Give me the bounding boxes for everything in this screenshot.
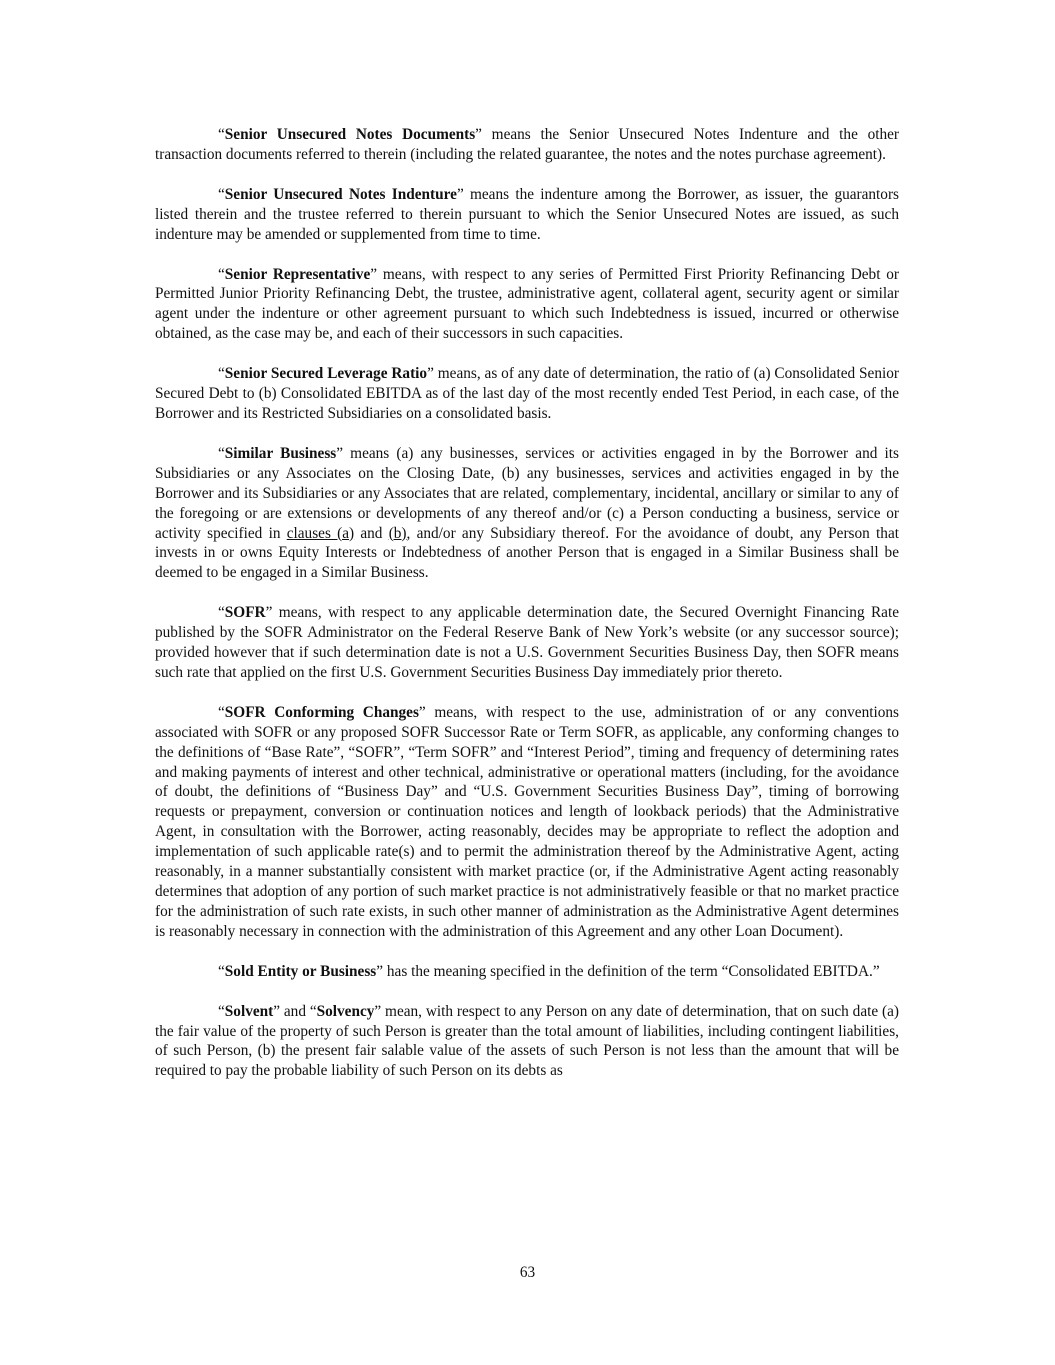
text-run: ” and “ xyxy=(273,1002,317,1020)
clause-reference: (b) xyxy=(388,524,407,542)
defined-term: Senior Unsecured Notes Documents xyxy=(224,126,476,143)
defined-term: SOFR xyxy=(224,604,266,622)
text-run: ” means, with respect to any applicable determination date, the Secured Overnight Financing Rate published by the SOFR Administrator on the Federal Reserve Bank of New York’s website (or any successor source); provided however that if such determination date is not a U.S. Government Securities Business Day, then SOFR means such rate that applied on the first U.S. Government Securities Business Day immediately prior thereto. xyxy=(155,604,899,681)
text-run: “ xyxy=(218,703,225,721)
text-run: “ xyxy=(218,962,225,980)
text-run: “ xyxy=(218,604,225,622)
page-number: 63 xyxy=(519,1264,536,1281)
defined-term: Sold Entity or Business xyxy=(224,962,377,980)
text-run: ” mean, with respect to any Person on any date of determination, that on such date (a) the fair value of the property of such Person is greater than the total amount of liabilities, including contingent liabilities, of such Person, (b) the present fair salable value of the assets of such Person is not less than the amount that will be required to pay the probable liability of such Person on its debts as xyxy=(155,1002,899,1080)
text-run: ” means the indenture among the Borrower, as issuer, the guarantors listed therein and the trustee referred to therein pursuant to which the Senior Unsecured Notes are issued, as such indenture may be amended or supplemented from time to time. xyxy=(155,185,900,243)
text-run: “ xyxy=(218,185,225,203)
clause-reference: clauses (a) xyxy=(286,524,355,542)
defined-term: Senior Unsecured Notes Indenture xyxy=(224,185,457,203)
text-run: ” means the Senior Unsecured Notes Indenture and the other transaction documents referred to therein (including the related guarantee, the notes and the notes purchase agreement). xyxy=(155,126,899,163)
text-run: , and/or any Subsidiary thereof. For the avoidance of doubt, any Person that invests in or owns Equity Interests or Indebtedness of another Person that is engaged in a Similar Business shall be deemed to be engaged in a Similar Business. xyxy=(155,524,899,582)
definition-sofr xyxy=(155,603,899,683)
text-run: ” has the meaning specified in the definition of the term “Consolidated EBITDA.” xyxy=(376,962,880,980)
defined-term: SOFR Conforming Changes xyxy=(224,703,419,721)
defined-term: Senior Secured Leverage Ratio xyxy=(224,365,428,383)
text-run: ” means, as of any date of determination, the ratio of (a) Consolidated Senior Secured Debt to (b) Consolidated EBITDA as of the last day of the most recently ended Test Period, in each case, of the Borrower and its Restricted Subsidiaries on a consolidated basis. xyxy=(155,365,899,422)
definition-senior-representative xyxy=(155,265,899,345)
definition-solvent-solvency xyxy=(155,1002,899,1082)
defined-term: Solvent xyxy=(224,1002,274,1020)
definition-similar-business xyxy=(155,444,899,583)
text-run: and xyxy=(354,524,389,542)
defined-term: Similar Business xyxy=(224,444,337,462)
definition-senior-unsecured-notes-indenture xyxy=(155,185,899,245)
text-run: “ xyxy=(218,1002,225,1020)
defined-term: Solvency xyxy=(316,1002,375,1020)
definition-sold-entity-or-business xyxy=(155,962,899,982)
text-run: ” means, with respect to the use, administration of or any conventions associated with SOFR or any proposed SOFR Successor Rate or Term SOFR, as applicable, any conforming changes to the definitions of “Base Rate”, “SOFR”, “Term SOFR” and “Interest Period”, timing and frequency of determining rates and making payments of interest and other technical, administrative or operational matters (including, for the avoidance of doubt, the definitions of “Business Day” and “U.S. Government Securities Business Day”, timing of borrowing requests or prepayment, conversion or continuation notices and length of lookback periods) that the Administrative Agent, in consultation with the Borrower, acting reasonably, decides may be appropriate to reflect the adoption and implementation of such applicable rate(s) and to permit the administration thereof by the Administrative Agent, acting reasonably, in a manner substantially consistent with market practice (or, if the Administrative Agent acting reasonably determines that adoption of any portion of such market practice is not administratively feasible or that no market practice for the administration of such rate exists, in such other manner of administration as the Administrative Agent determines is reasonably necessary in connection with the administration of this Agreement and any other Loan Document). xyxy=(155,703,899,940)
definition-sofr-conforming-changes xyxy=(155,703,899,942)
text-run: “ xyxy=(218,126,225,143)
text-run: “ xyxy=(218,444,225,462)
text-run: “ xyxy=(218,265,225,283)
defined-term: Senior Representative xyxy=(224,265,371,283)
text-run: ” means (a) any businesses, services or activities engaged in by the Borrower and its Subsidiaries or any Associates on the Closing Date, (b) any businesses, services and activities engaged in by the Borrower and its Subsidiaries or any Associates that are related, complementary, incidental, ancillary or similar to any of the foregoing or are extensions or developments of any thereof and/or (c) a Person conducting a business, service or activity specified in xyxy=(155,444,899,542)
text-run: ” means, with respect to any series of Permitted First Priority Refinancing Debt or Permitted Junior Priority Refinancing Debt, the trustee, administrative agent, collateral agent, security agent or similar agent under the indenture or other agreement pursuant to which such Indebtedness is issued, incurred or otherwise obtained, as the case may be, and each of their successors in such capacities. xyxy=(155,265,900,343)
definition-senior-unsecured-notes-documents xyxy=(155,125,899,165)
document-page xyxy=(155,125,899,1101)
definition-senior-secured-leverage-ratio xyxy=(155,364,899,424)
text-run: “ xyxy=(218,365,225,383)
